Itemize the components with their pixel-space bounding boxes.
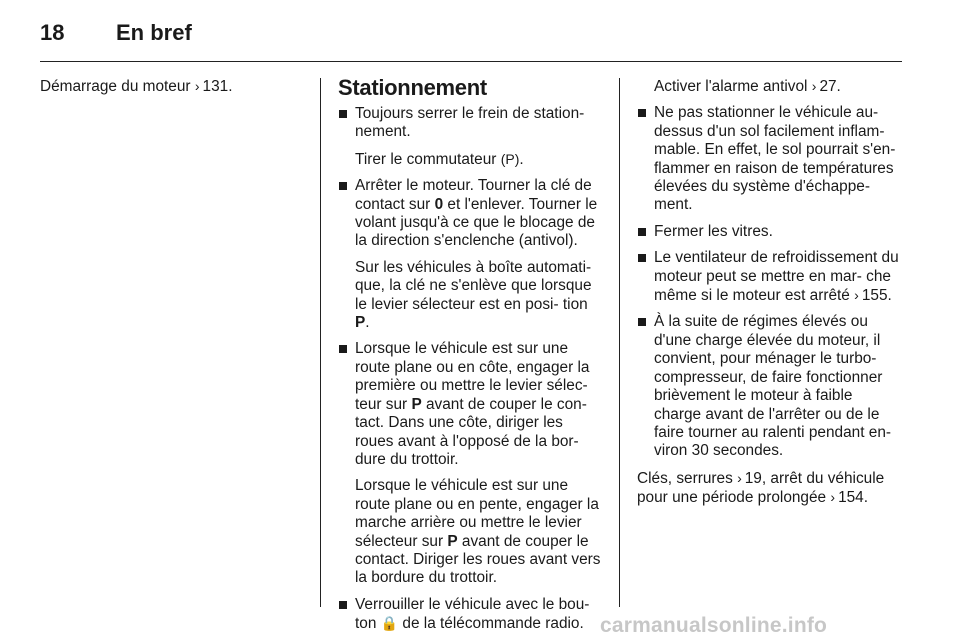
page-reference-icon: › (194, 78, 200, 94)
lock-icon: 🔒 (380, 615, 399, 632)
bullet-square-icon (638, 254, 646, 262)
bullet-square-icon (339, 345, 347, 353)
page-reference-icon: › (811, 78, 817, 94)
column-divider-2 (619, 78, 620, 607)
page-reference-icon: › (737, 469, 742, 486)
bullet-square-icon (339, 601, 347, 609)
bullet-square-icon (339, 182, 347, 190)
column-middle (338, 77, 604, 642)
header-rule (40, 61, 902, 62)
column-right (637, 77, 903, 508)
list-item: Fermer les vitres. (637, 223, 903, 241)
section-heading: Stationnement (338, 75, 487, 100)
list-item: Le ventilateur de refroidissement du moteur peut se mettre en mar- che même si le moteur est arrêté › 155. (637, 249, 903, 305)
watermark: carmanualsonline.info (600, 614, 828, 637)
page-number: 18 (40, 20, 65, 45)
list-item: À la suite de régimes élevés ou d'une charge élevée du moteur, il convient, pour ménager le turbo- compresseur, de faire fonctionner brièvement le moteur à faible charge avant de l'arrêter ou de le faire tourner au ralenti pendant en- viron 30 secondes. (637, 313, 903, 460)
bullet-square-icon (339, 110, 347, 118)
sub-paragraph: Sur les véhicules à boîte automati- que, la clé ne s'enlève que lorsque le levier sélecteur est en posi- tion P. (355, 258, 592, 332)
page-reference-icon: › (854, 287, 859, 304)
sub-paragraph: Tirer le commutateur (P). (355, 150, 524, 168)
page-header (40, 20, 910, 50)
bullet-square-icon (638, 318, 646, 326)
bullet-square-icon (638, 109, 646, 117)
column-divider-1 (320, 78, 321, 607)
list-item: Arrêter le moteur. Tourner la clé de contact sur 0 et l'enlever. Tourner le volant jusqu'à ce que le blocage de la direction s'enclenche (antivol). (338, 177, 604, 251)
page-reference-icon: › (830, 489, 836, 506)
closing-paragraph: Clés, serrures › 19, arrêt du véhicule pour une période prolongée › 154. (637, 469, 885, 507)
list-item: Lorsque le véhicule est sur une route plane ou en côte, engager la première ou mettre le levier sélec- teur sur P avant de couper le con- tact. Dans une côte, diriger les roues avant à l'opposé de la bor- dure du trottoir. (338, 340, 604, 469)
list-item: Ne pas stationner le véhicule au- dessus d'un sol facilement inflam- mable. En effet, le sol pourrait s'en- flammer en raison de températures élevées du système d'échappe- ment. (637, 104, 903, 214)
list-item: Toujours serrer le frein de station- nement. (338, 105, 604, 142)
engine-start-reference: Démarrage du moteur › 131. (40, 78, 233, 95)
bullet-square-icon (638, 228, 646, 236)
sub-paragraph: Lorsque le véhicule est sur une route plane ou en pente, engager la marche arrière ou mettre le levier sélecteur sur P avant de couper le contact. Diriger les roues avant vers la bordure du trottoir. (355, 477, 601, 587)
parking-brake-icon: (P) (500, 150, 520, 167)
sub-paragraph: Activer l'alarme antivol › 27. (654, 78, 841, 95)
column-left (40, 77, 312, 96)
section-title: En bref (116, 20, 192, 45)
list-item: Verrouiller le véhicule avec le bou- ton 🔒 de la télécommande radio. (338, 596, 604, 634)
